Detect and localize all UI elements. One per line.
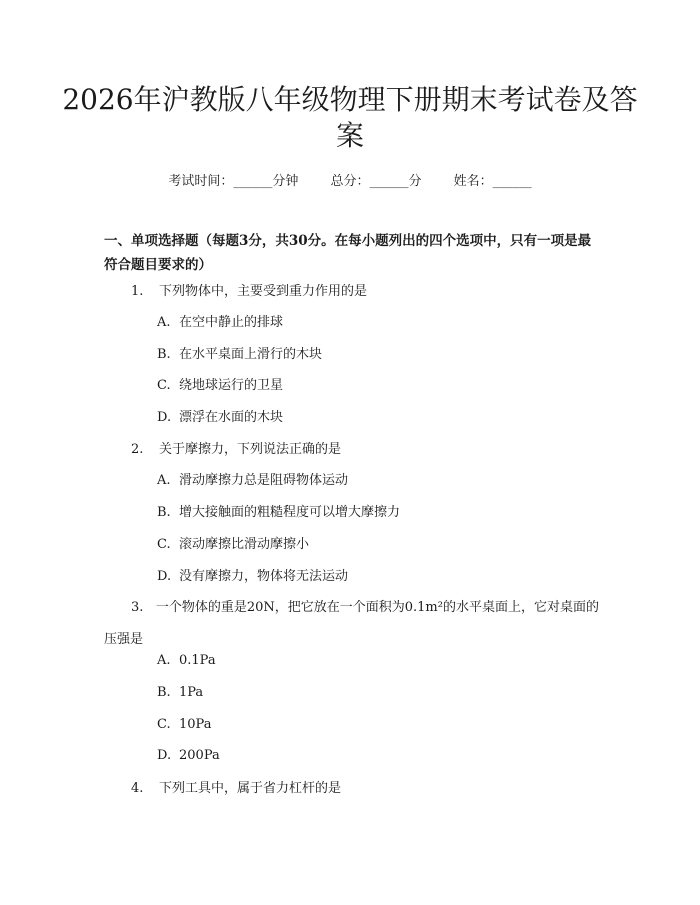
- question-2: [131, 438, 601, 462]
- question-1-option-b[interactable]: [157, 345, 322, 365]
- question-3-option-b[interactable]: [157, 683, 203, 703]
- option-letter: B.: [157, 347, 171, 362]
- question-stem: 一个物体的重是20N，把它放在一个面积为0.1m²的水平桌面上，它对桌面的压强是: [104, 600, 599, 647]
- question-number: 1.: [131, 284, 144, 299]
- option-text: 没有摩擦力，物体将无法运动: [179, 569, 349, 584]
- option-letter: D.: [157, 569, 172, 584]
- option-letter: D.: [157, 748, 172, 763]
- question-stem: 关于摩擦力，下列说法正确的是: [159, 442, 342, 457]
- question-2-option-b[interactable]: [157, 503, 400, 523]
- question-2-option-a[interactable]: [157, 471, 348, 491]
- option-letter: A.: [157, 473, 171, 488]
- option-text: 绕地球运行的卫星: [179, 378, 284, 393]
- question-2-option-c[interactable]: [157, 535, 309, 555]
- section-heading: 一、单项选择题（每题3分，共30分。在每小题列出的四个选项中，只有一项是最符合题目要求的）: [104, 233, 592, 273]
- question-stem: 下列物体中，主要受到重力作用的是: [159, 284, 368, 299]
- option-text: 0.1Pa: [179, 653, 216, 668]
- option-text: 滑动摩擦力总是阻碍物体运动: [179, 473, 349, 488]
- question-1: [131, 280, 601, 304]
- question-3-option-c[interactable]: [157, 715, 211, 735]
- question-number: 3.: [131, 600, 144, 615]
- option-text: 10Pa: [179, 717, 212, 732]
- question-1-option-d[interactable]: [157, 408, 283, 428]
- option-text: 在空中静止的排球: [179, 315, 284, 330]
- question-3: [104, 592, 600, 656]
- page-title: 2026年沪教版八年级物理下册期末考试卷及答案: [62, 83, 638, 152]
- option-text: 在水平桌面上滑行的木块: [179, 347, 323, 362]
- option-text: 200Pa: [179, 748, 220, 763]
- exam-time-label: 考试时间：______分钟: [168, 174, 299, 189]
- option-letter: A.: [157, 653, 171, 668]
- option-letter: D.: [157, 410, 172, 425]
- exam-meta: [0, 170, 700, 189]
- option-text: 增大接触面的粗糙程度可以增大摩擦力: [179, 505, 401, 520]
- option-text: 1Pa: [179, 685, 204, 700]
- option-letter: C.: [157, 717, 171, 732]
- question-2-option-d[interactable]: [157, 567, 348, 587]
- question-number: 2.: [131, 442, 144, 457]
- option-letter: B.: [157, 505, 171, 520]
- total-score-label: 总分：______分: [330, 174, 422, 189]
- option-letter: B.: [157, 685, 171, 700]
- question-1-option-a[interactable]: [157, 313, 283, 333]
- option-text: 滚动摩擦比滑动摩擦小: [179, 537, 310, 552]
- question-stem: 下列工具中，属于省力杠杆的是: [159, 781, 342, 796]
- option-text: 漂浮在水面的木块: [179, 410, 284, 425]
- question-number: 4.: [131, 781, 144, 796]
- question-1-option-c[interactable]: [157, 376, 283, 396]
- student-name-label: 姓名：______: [453, 174, 532, 189]
- question-4: [131, 777, 601, 801]
- question-3-option-d[interactable]: [157, 746, 220, 766]
- question-3-option-a[interactable]: [157, 651, 216, 671]
- option-letter: C.: [157, 537, 171, 552]
- option-letter: C.: [157, 378, 171, 393]
- option-letter: A.: [157, 315, 171, 330]
